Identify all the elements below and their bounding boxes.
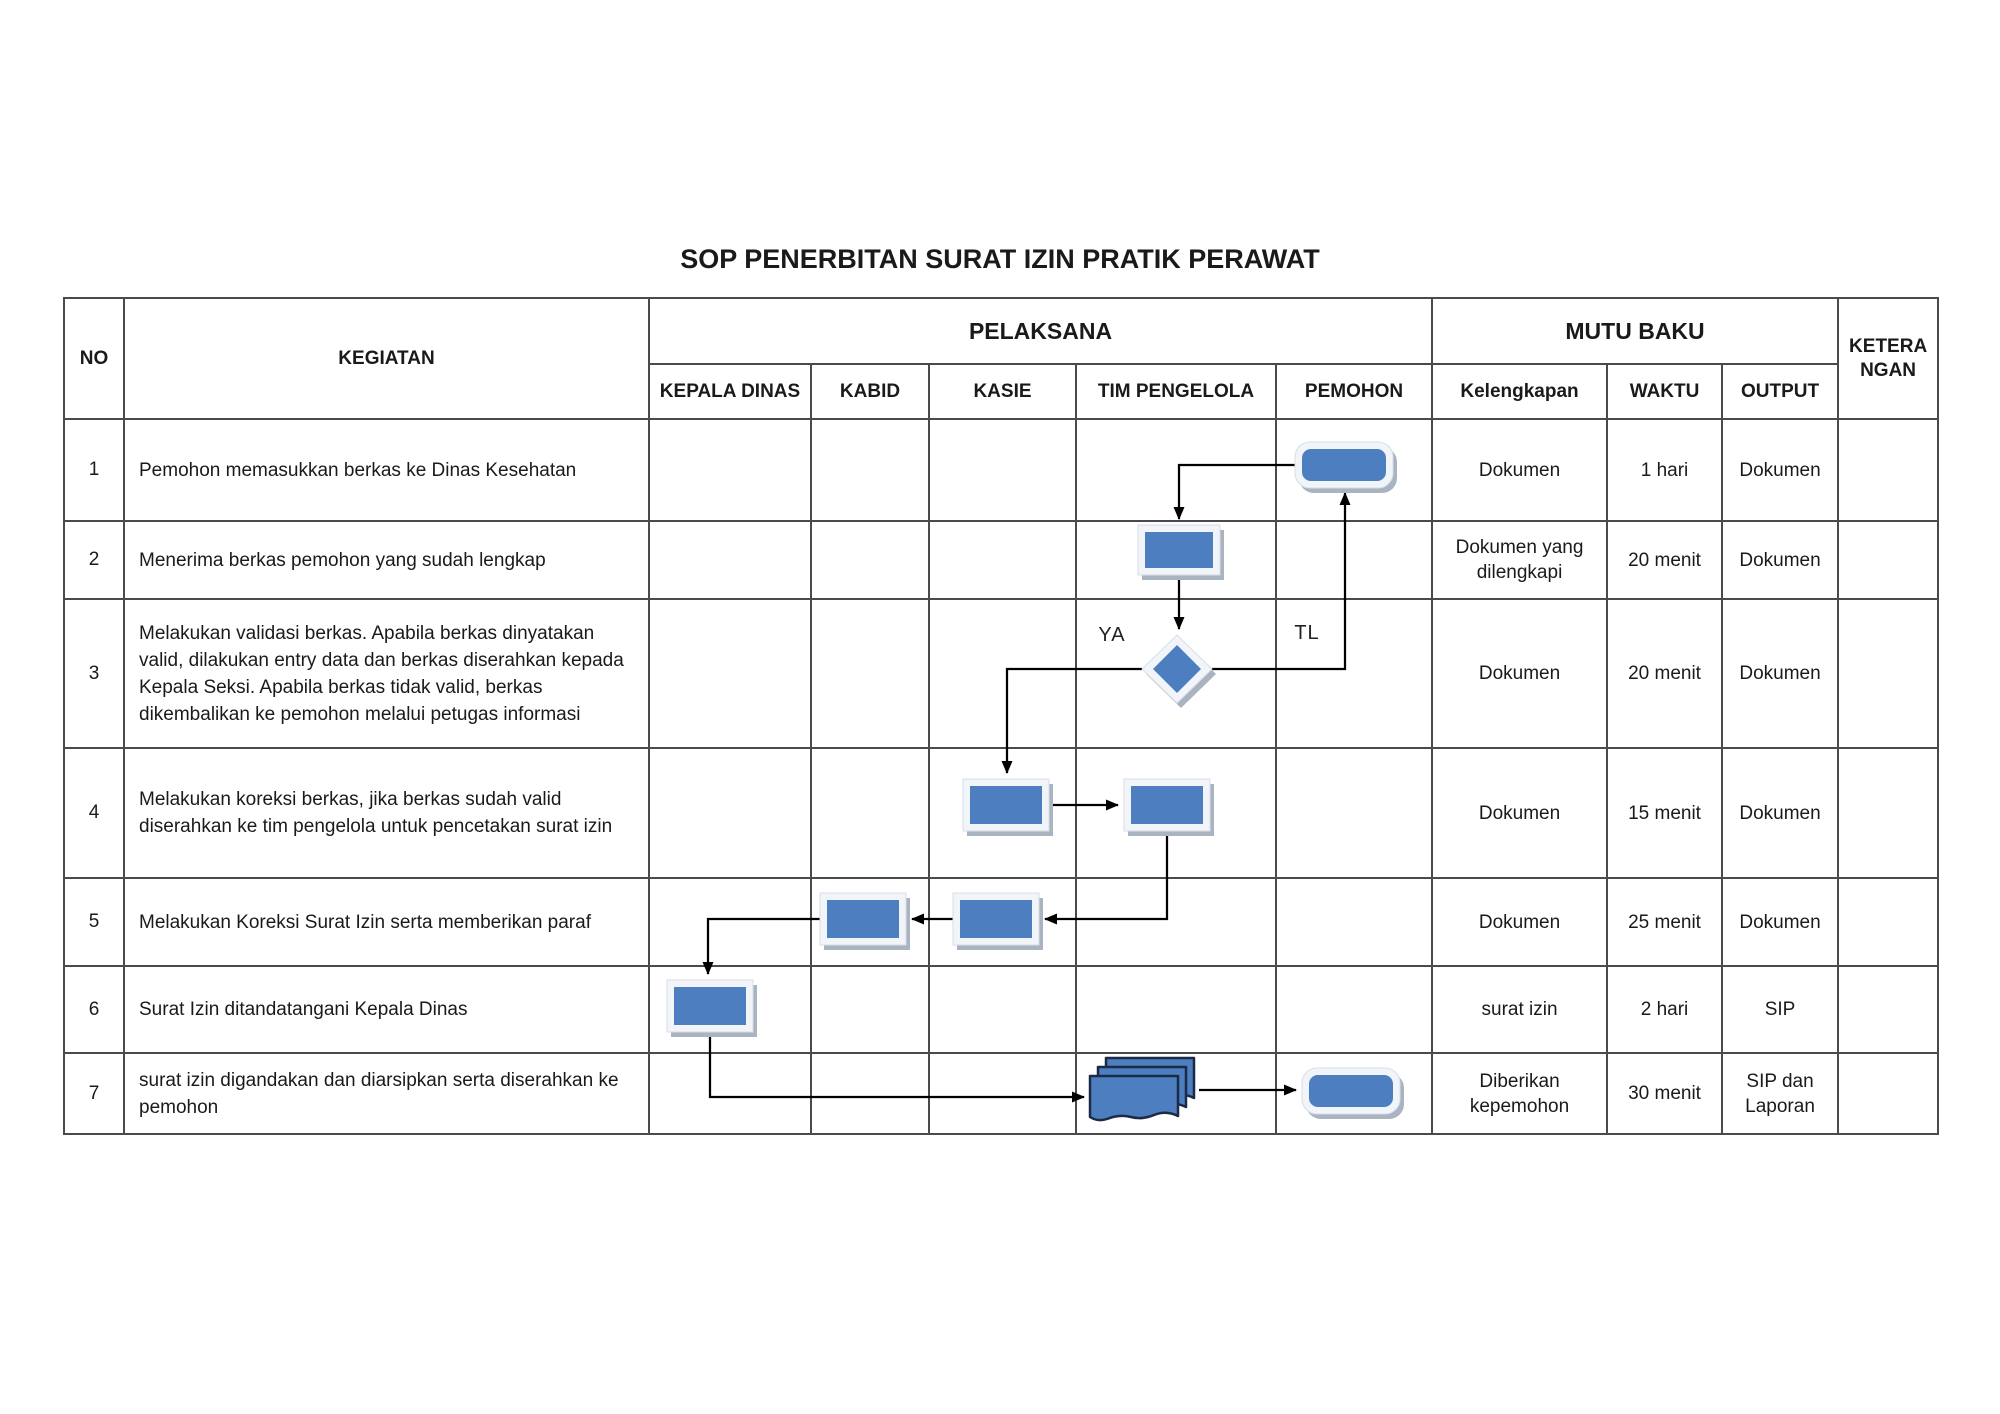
header-pelaksana: PELAKSANA (649, 298, 1432, 364)
flow-cell-tim-pengelola (1076, 878, 1276, 966)
table-row (64, 878, 1938, 966)
flow-cell-pemohon (1276, 878, 1432, 966)
flow-cell-kabid (811, 878, 929, 966)
kelengkapan-cell: Diberikan kepemohon (1432, 1053, 1607, 1134)
table-row (64, 1053, 1938, 1134)
keterangan-cell (1838, 966, 1938, 1053)
flow-cell-kabid (811, 599, 929, 748)
kegiatan-cell: Melakukan Koreksi Surat Izin serta memberikan paraf (124, 878, 649, 966)
waktu-cell: 20 menit (1607, 599, 1722, 748)
flow-cell-kepala-dinas (649, 521, 811, 599)
table-row (64, 521, 1938, 599)
ya-label: YA (1098, 624, 1126, 646)
flow-cell-pemohon (1276, 521, 1432, 599)
flow-cell-kasie (929, 419, 1076, 521)
flow-cell-pemohon (1276, 748, 1432, 878)
flow-cell-kasie (929, 521, 1076, 599)
kegiatan-cell: Menerima berkas pemohon yang sudah lengkap (124, 521, 649, 599)
flow-cell-kasie (929, 966, 1076, 1053)
keterangan-cell (1838, 521, 1938, 599)
output-cell: Dokumen (1722, 419, 1838, 521)
no-cell: 5 (64, 878, 124, 966)
flow-cell-pemohon (1276, 599, 1432, 748)
header-mutu-baku: MUTU BAKU (1432, 298, 1838, 364)
flow-cell-kabid (811, 521, 929, 599)
output-cell: Dokumen (1722, 748, 1838, 878)
output-cell: Dokumen (1722, 878, 1838, 966)
table-row (64, 966, 1938, 1053)
header-keterangan: KETERA NGAN (1838, 298, 1938, 419)
flow-cell-tim-pengelola (1076, 1053, 1276, 1134)
waktu-cell: 30 menit (1607, 1053, 1722, 1134)
no-cell: 4 (64, 748, 124, 878)
flow-cell-kasie (929, 748, 1076, 878)
header-pemohon: PEMOHON (1276, 364, 1432, 419)
header-kasie: KASIE (929, 364, 1076, 419)
table-row (64, 419, 1938, 521)
flow-cell-kabid (811, 419, 929, 521)
kegiatan-cell: surat izin digandakan dan diarsipkan serta diserahkan ke pemohon (124, 1053, 649, 1134)
header-tim-pengelola: TIM PENGELOLA (1076, 364, 1276, 419)
keterangan-cell (1838, 748, 1938, 878)
kegiatan-cell: Pemohon memasukkan berkas ke Dinas Kesehatan (124, 419, 649, 521)
page-title: SOP PENERBITAN SURAT IZIN PRATIK PERAWAT (680, 244, 1320, 274)
keterangan-cell (1838, 419, 1938, 521)
flow-cell-kepala-dinas (649, 419, 811, 521)
flow-cell-pemohon (1276, 966, 1432, 1053)
kegiatan-cell: Melakukan koreksi berkas, jika berkas sudah valid diserahkan ke tim pengelola untuk pencetakan surat izin (124, 748, 649, 878)
header-kelengkapan: Kelengkapan (1432, 364, 1607, 419)
kelengkapan-cell: Dokumen yang dilengkapi (1432, 521, 1607, 599)
flow-cell-tim-pengelola (1076, 419, 1276, 521)
no-cell: 1 (64, 419, 124, 521)
header-kegiatan: KEGIATAN (124, 298, 649, 419)
header-waktu: WAKTU (1607, 364, 1722, 419)
kegiatan-cell: Melakukan validasi berkas. Apabila berkas dinyatakan valid, dilakukan entry data dan berkas diserahkan kepada Kepala Seksi. Apabila berkas tidak valid, berkas dikembalikan ke pemohon melalui petugas informasi (124, 599, 649, 748)
keterangan-cell (1838, 599, 1938, 748)
sop-table (63, 297, 1939, 1135)
waktu-cell: 20 menit (1607, 521, 1722, 599)
flow-cell-kasie (929, 1053, 1076, 1134)
no-cell: 2 (64, 521, 124, 599)
table-row (64, 748, 1938, 878)
flow-cell-kepala-dinas (649, 966, 811, 1053)
header-kabid: KABID (811, 364, 929, 419)
header-kepala-dinas: KEPALA DINAS (649, 364, 811, 419)
flow-cell-kasie (929, 878, 1076, 966)
flow-cell-pemohon (1276, 1053, 1432, 1134)
flow-cell-kepala-dinas (649, 1053, 811, 1134)
flow-cell-tim-pengelola (1076, 521, 1276, 599)
waktu-cell: 15 menit (1607, 748, 1722, 878)
no-cell: 7 (64, 1053, 124, 1134)
output-cell: SIP dan Laporan (1722, 1053, 1838, 1134)
table-row (64, 599, 1938, 748)
keterangan-cell (1838, 878, 1938, 966)
flow-cell-kabid (811, 966, 929, 1053)
waktu-cell: 2 hari (1607, 966, 1722, 1053)
flow-cell-kepala-dinas (649, 878, 811, 966)
kelengkapan-cell: Dokumen (1432, 419, 1607, 521)
keterangan-cell (1838, 1053, 1938, 1134)
no-cell: 3 (64, 599, 124, 748)
flow-cell-pemohon (1276, 419, 1432, 521)
header-no: NO (64, 298, 124, 419)
flow-cell-kasie (929, 599, 1076, 748)
flow-cell-tim-pengelola (1076, 599, 1276, 748)
flow-cell-tim-pengelola (1076, 966, 1276, 1053)
kelengkapan-cell: Dokumen (1432, 599, 1607, 748)
waktu-cell: 1 hari (1607, 419, 1722, 521)
flow-cell-kabid (811, 748, 929, 878)
header-output: OUTPUT (1722, 364, 1838, 419)
flow-cell-tim-pengelola (1076, 748, 1276, 878)
flow-cell-kepala-dinas (649, 748, 811, 878)
flow-cell-kepala-dinas (649, 599, 811, 748)
no-cell: 6 (64, 966, 124, 1053)
tl-label: TL (1294, 622, 1320, 644)
kegiatan-cell: Surat Izin ditandatangani Kepala Dinas (124, 966, 649, 1053)
waktu-cell: 25 menit (1607, 878, 1722, 966)
output-cell: Dokumen (1722, 521, 1838, 599)
kelengkapan-cell: Dokumen (1432, 878, 1607, 966)
output-cell: Dokumen (1722, 599, 1838, 748)
flow-cell-kabid (811, 1053, 929, 1134)
output-cell: SIP (1722, 966, 1838, 1053)
kelengkapan-cell: surat izin (1432, 966, 1607, 1053)
kelengkapan-cell: Dokumen (1432, 748, 1607, 878)
